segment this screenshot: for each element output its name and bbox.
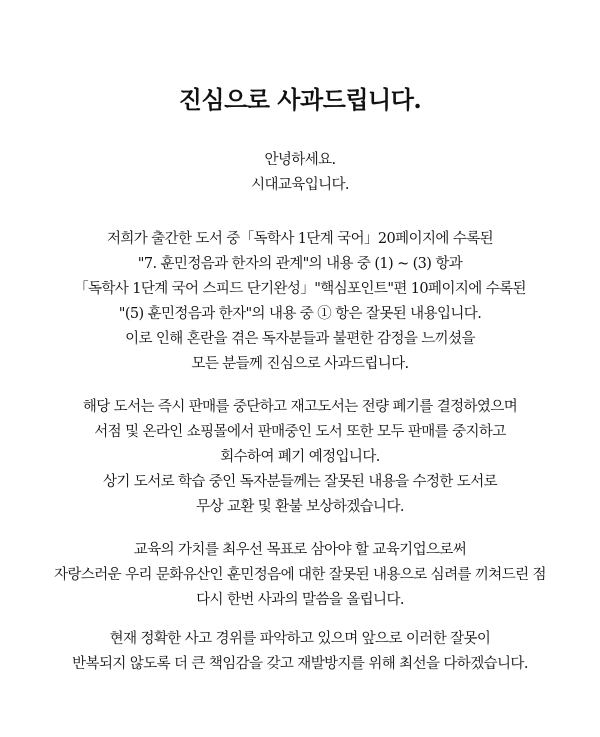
paragraph-error-notice (0, 227, 600, 377)
text-line: 「독학사 1단계 국어 스피드 단기완성」"핵심포인트"편 10페이지에 수록된 (74, 281, 526, 297)
text-line: 다시 한번 사과의 말씀을 올립니다. (196, 592, 404, 608)
greeting (0, 148, 600, 198)
text-line: 교육의 가치를 최우선 목표로 삼아야 할 교육기업으로써 (133, 542, 467, 558)
text-line: 현재 정확한 사고 경위를 파악하고 있으며 앞으로 이러한 잘못이 (109, 631, 491, 647)
text-line: "7. 훈민정음과 한자의 관계"의 내용 중 (1) ~ (3) 항과 (137, 256, 463, 272)
paragraph-prevention (0, 627, 600, 677)
text-line: 반복되지 않도록 더 큰 책임감을 갖고 재발방지를 위해 최선을 다하겠습니다. (72, 656, 528, 672)
text-line: 해당 도서는 즉시 판매를 중단하고 재고도서는 전량 폐기를 결정하였으며 (82, 399, 518, 415)
text-line: 이로 인해 혼란을 겪은 독자분들과 불편한 감정을 느끼셨을 (125, 331, 475, 347)
paragraph-apology (0, 538, 600, 613)
text-line: 자랑스러운 우리 문화유산인 훈민정음에 대한 잘못된 내용으로 심려를 끼쳐드린 점 (54, 567, 546, 583)
text-line: 상기 도서로 학습 중인 독자분들께는 잘못된 내용을 수정한 도서로 (102, 474, 498, 490)
text-line: "(5) 훈민정음과 한자"의 내용 중 ① 항은 잘못된 내용입니다. (118, 306, 482, 322)
text-line: 시대교육입니다. (251, 177, 349, 193)
text-line: 서점 및 온라인 쇼핑몰에서 판매중인 도서 또한 모두 판매를 중지하고 (94, 424, 506, 440)
page-title: 진심으로 사과드립니다. (178, 85, 422, 114)
text-line: 안녕하세요. (264, 152, 336, 168)
text-line: 무상 교환 및 환불 보상하겠습니다. (196, 499, 404, 515)
text-line: 모든 분들께 진심으로 사과드립니다. (191, 356, 409, 372)
text-line: 저희가 출간한 도서 중「독학사 1단계 국어」20페이지에 수록된 (106, 231, 494, 247)
paragraph-recall-notice (0, 395, 600, 520)
text-line: 회수하여 폐기 예정입니다. (220, 449, 380, 465)
